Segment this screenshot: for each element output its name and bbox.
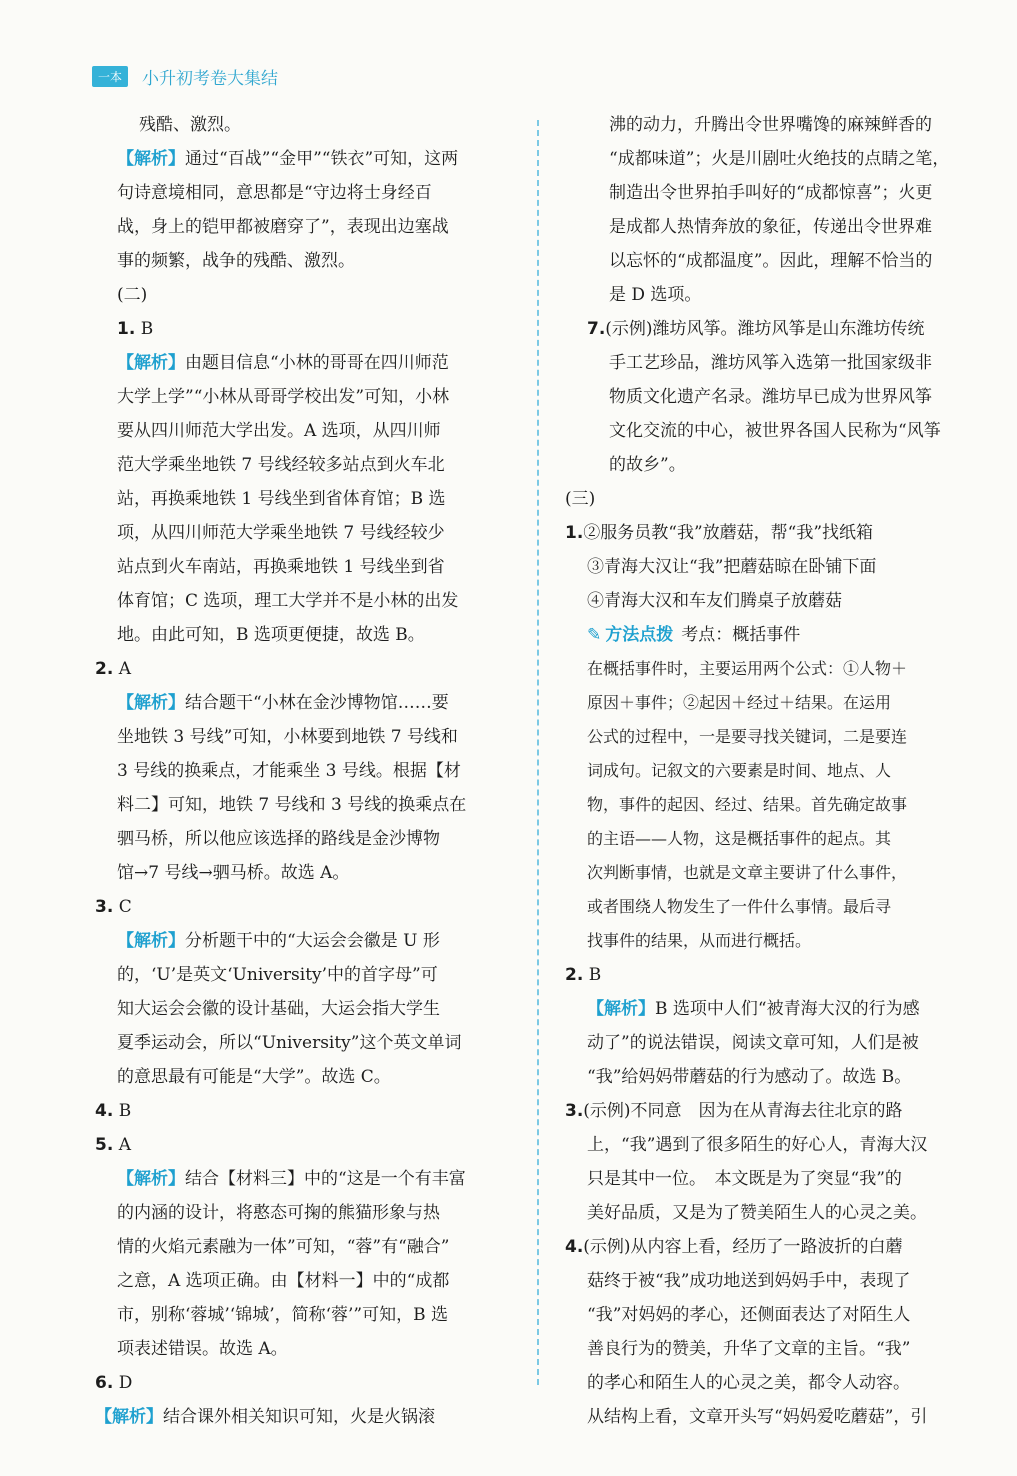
text-line [565, 652, 985, 686]
line-text: ②服务员教“我”放蘑菇，帮“我”找纸箱 [583, 523, 874, 543]
text-line [565, 108, 985, 142]
question-number: 4. [565, 1237, 584, 1257]
line-text: B [135, 319, 154, 339]
line-text: 的孝心和陌生人的心灵之美，都令人动容。 [587, 1373, 910, 1393]
text-line [565, 584, 985, 618]
text-line [95, 1094, 525, 1128]
line-text: 美好品质，又是为了赞美陌生人的心灵之美。 [587, 1203, 927, 1223]
line-text: 找事件的结果，从而进行概括。 [587, 931, 812, 950]
line-text: (示例)从内容上看，经历了一路波折的白蘑 [583, 1237, 903, 1257]
question-number: 6. [95, 1373, 114, 1393]
text-line [95, 1128, 525, 1162]
text-line [565, 992, 985, 1026]
line-text: 站，再换乘地铁 1 号线坐到省体育馆；B 选 [117, 489, 446, 509]
line-text: 的内涵的设计，将憨态可掬的熊猫形象与热 [117, 1203, 440, 1223]
line-text: 沸的动力，升腾出令世界嘴馋的麻辣鲜香的 [609, 115, 932, 135]
text-line [565, 1298, 985, 1332]
text-line [565, 618, 985, 652]
line-text: 地。由此可知，B 选项更便捷，故选 B。 [117, 625, 425, 645]
line-text: C [113, 897, 132, 917]
text-line [95, 210, 525, 244]
line-text: 考点：概括事件 [681, 625, 801, 645]
text-line [565, 1060, 985, 1094]
right-column [565, 108, 985, 1434]
text-line [95, 312, 525, 346]
line-text: 公式的过程中，一是要寻找关键词，二是要连 [587, 727, 908, 746]
text-line [95, 108, 525, 142]
text-line [565, 142, 985, 176]
text-line [95, 754, 525, 788]
text-line [95, 1230, 525, 1264]
line-text: 馆→7 号线→驷马桥。故选 A。 [117, 863, 350, 883]
line-text: 分析题干中的“大运会会徽是 U 形 [185, 931, 440, 951]
line-text: 是 D 选项。 [609, 285, 702, 305]
line-text: 或者围绕人物发生了一件什么事情。最后寻 [587, 897, 892, 916]
line-text: 站点到火车南站，再换乘地铁 1 号线坐到省 [117, 557, 445, 577]
line-text: 上，“我”遇到了很多陌生的好心人，青海大汉 [587, 1135, 928, 1155]
analysis-tag: 【解析】 [117, 149, 185, 169]
text-line [565, 1162, 985, 1196]
text-line [565, 244, 985, 278]
text-line [95, 244, 525, 278]
text-line [565, 1094, 985, 1128]
text-line [565, 346, 985, 380]
page-header [92, 62, 278, 90]
line-text: 驷马桥，所以他应该选择的路线是金沙博物 [117, 829, 440, 849]
line-text: 原因＋事件；②起因＋经过＋结果。在运用 [587, 693, 892, 712]
text-line [565, 1264, 985, 1298]
text-line [565, 822, 985, 856]
text-line [565, 210, 985, 244]
line-text: A [113, 1135, 131, 1155]
text-line [95, 1196, 525, 1230]
text-line [95, 1264, 525, 1298]
column-divider [537, 120, 539, 1385]
question-number: 1. [117, 319, 136, 339]
text-line [95, 1366, 525, 1400]
line-text: 项表述错误。故选 A。 [117, 1339, 288, 1359]
question-number: 2. [565, 965, 584, 985]
text-line [565, 550, 985, 584]
line-text: (二) [117, 285, 148, 305]
line-text: D [113, 1373, 133, 1393]
line-text: 项，从四川师范大学乘坐地铁 7 号线经较少 [117, 523, 445, 543]
line-text: 的，‘U’是英文‘University’中的首字母”可 [117, 965, 438, 985]
line-text: 物质文化遗产名录。潍坊早已成为世界风筝 [609, 387, 932, 407]
line-text: (示例)潍坊风筝。潍坊风筝是山东潍坊传统 [605, 319, 925, 339]
text-line [95, 278, 525, 312]
line-text: 知大运会会徽的设计基础，大运会指大学生 [117, 999, 440, 1019]
text-line [565, 1196, 985, 1230]
question-number: 3. [95, 897, 114, 917]
text-line [565, 1128, 985, 1162]
line-text: 只是其中一位。 本文既是为了突显“我”的 [587, 1169, 902, 1189]
text-line [95, 958, 525, 992]
pencil-icon: ✎ [587, 625, 602, 645]
text-line [565, 1366, 985, 1400]
text-line [95, 448, 525, 482]
text-line [565, 1400, 985, 1434]
line-text: 结合【材料三】中的“这是一个有丰富 [185, 1169, 466, 1189]
line-text: 次判断事情，也就是文章主要讲了什么事件， [587, 863, 908, 882]
line-text: 料二】可知，地铁 7 号线和 3 号线的换乘点在 [117, 795, 467, 815]
question-number: 3. [565, 1101, 584, 1121]
line-text: 范大学乘坐地铁 7 号线经较多站点到火车北 [117, 455, 445, 475]
line-text: 从结构上看，文章开头写“妈妈爱吃蘑菇”，引 [587, 1407, 928, 1427]
analysis-tag: 【解析】 [117, 1169, 185, 1189]
line-text: 以忘怀的“成都温度”。因此，理解不恰当的 [609, 251, 933, 271]
question-number: 1. [565, 523, 584, 543]
question-number: 4. [95, 1101, 114, 1121]
line-text: 词成句。记叙文的六要素是时间、地点、人 [587, 761, 892, 780]
text-line [95, 1060, 525, 1094]
line-text: 之意，A 选项正确。由【材料一】中的“成都 [117, 1271, 450, 1291]
question-number: 7. [587, 319, 606, 339]
line-text: 在概括事件时，主要运用两个公式：①人物＋ [587, 659, 908, 678]
line-text: “成都味道”；火是川剧吐火绝技的点睛之笔， [609, 149, 950, 169]
line-text: 文化交流的中心，被世界各国人民称为“风筝 [609, 421, 941, 441]
line-text: 由题目信息“小林的哥哥在四川师范 [185, 353, 449, 373]
text-line [95, 924, 525, 958]
line-text: 是成都人热情奔放的象征，传递出令世界难 [609, 217, 932, 237]
text-line [565, 720, 985, 754]
line-text: 战，身上的铠甲都被磨穿了”，表现出边塞战 [117, 217, 449, 237]
line-text: 残酷、激烈。 [139, 115, 241, 135]
text-line [565, 1026, 985, 1060]
line-text: 手工艺珍品，潍坊风筝入选第一批国家级非 [609, 353, 932, 373]
line-text: 句诗意境相同，意思都是“守边将士身经百 [117, 183, 432, 203]
line-text: 的意思最有可能是“大学”。故选 C。 [117, 1067, 391, 1087]
line-text: 坐地铁 3 号线”可知，小林要到地铁 7 号线和 [117, 727, 458, 747]
text-line [95, 414, 525, 448]
line-text: 3 号线的换乘点，才能乘坐 3 号线。根据【材 [117, 761, 461, 781]
text-line [565, 924, 985, 958]
text-line [565, 380, 985, 414]
line-text: ③青海大汉让“我”把蘑菇晾在卧铺下面 [587, 557, 877, 577]
line-text: B [113, 1101, 132, 1121]
line-text: 结合课外相关知识可知，火是火锅滚 [163, 1407, 435, 1427]
analysis-tag: 【解析】 [117, 693, 185, 713]
line-text: 结合题干“小林在金沙博物馆……要 [185, 693, 449, 713]
text-line [565, 686, 985, 720]
text-line [95, 380, 525, 414]
text-line [565, 890, 985, 924]
analysis-tag: 【解析】 [587, 999, 655, 1019]
text-line [565, 1332, 985, 1366]
question-number: 2. [95, 659, 114, 679]
line-text: 要从四川师范大学出发。A 选项，从四川师 [117, 421, 441, 441]
line-text: 的主语——人物，这是概括事件的起点。其 [587, 829, 892, 848]
text-line [95, 1026, 525, 1060]
line-text: (三) [565, 489, 596, 509]
text-line [565, 414, 985, 448]
text-line [95, 584, 525, 618]
line-text: (示例)不同意 因为在从青海去往北京的路 [583, 1101, 903, 1121]
analysis-tag: 【解析】 [117, 931, 185, 951]
text-line [95, 720, 525, 754]
text-line [95, 346, 525, 380]
text-line [95, 652, 525, 686]
line-text: 制造出令世界拍手叫好的“成都惊喜”；火更 [609, 183, 933, 203]
text-line [565, 278, 985, 312]
text-line [95, 992, 525, 1026]
line-text: 市，别称‘蓉城’‘锦城’，简称‘蓉’”可知，B 选 [117, 1305, 449, 1325]
text-line [95, 1298, 525, 1332]
line-text: B [583, 965, 602, 985]
book-title: 小升初考卷大集结 [142, 68, 279, 89]
text-line [95, 890, 525, 924]
line-text: 事的频繁，战争的残酷、激烈。 [117, 251, 355, 271]
method-tip-label: 方法点拨 [605, 625, 674, 645]
text-line [565, 1230, 985, 1264]
text-line [95, 516, 525, 550]
text-line [95, 822, 525, 856]
text-line [565, 312, 985, 346]
text-line [565, 754, 985, 788]
analysis-tag: 【解析】 [117, 353, 185, 373]
line-text: 大学上学”“小林从哥哥学校出发”可知，小林 [117, 387, 450, 407]
text-line [95, 1400, 525, 1434]
line-text: ④青海大汉和车友们腾桌子放蘑菇 [587, 591, 842, 611]
line-text: “我”对妈妈的孝心，还侧面表达了对陌生人 [587, 1305, 911, 1325]
line-text: 善良行为的赞美，升华了文章的主旨。“我” [587, 1339, 911, 1359]
line-text: 菇终于被“我”成功地送到妈妈手中，表现了 [587, 1271, 911, 1291]
text-line [95, 482, 525, 516]
text-line [565, 788, 985, 822]
text-line [95, 788, 525, 822]
line-text: 动了”的说法错误，阅读文章可知，人们是被 [587, 1033, 919, 1053]
line-text: 的故乡”。 [609, 455, 686, 475]
text-line [565, 958, 985, 992]
text-line [95, 686, 525, 720]
text-line [565, 176, 985, 210]
text-line [565, 516, 985, 550]
line-text: 夏季运动会，所以“University”这个英文单词 [117, 1033, 462, 1053]
text-line [95, 176, 525, 210]
line-text: B 选项中人们“被青海大汉的行为感 [655, 999, 920, 1019]
text-line [95, 856, 525, 890]
text-line [565, 482, 985, 516]
question-number: 5. [95, 1135, 114, 1155]
text-line [95, 550, 525, 584]
analysis-tag: 【解析】 [95, 1407, 163, 1427]
text-line [565, 448, 985, 482]
left-column [95, 108, 525, 1434]
line-text: 通过“百战”“金甲”“铁衣”可知，这两 [185, 149, 459, 169]
text-line [95, 1162, 525, 1196]
text-line [95, 142, 525, 176]
line-text: 体育馆；C 选项，理工大学并不是小林的出发 [117, 591, 459, 611]
text-line [565, 856, 985, 890]
line-text: “我”给妈妈带蘑菇的行为感动了。故选 B。 [587, 1067, 912, 1087]
text-line [95, 618, 525, 652]
line-text: A [113, 659, 131, 679]
brand-logo: 一本 [92, 66, 128, 87]
text-line [95, 1332, 525, 1366]
line-text: 物，事件的起因、经过、结果。首先确定故事 [587, 795, 908, 814]
line-text: 情的火焰元素融为一体”可知，“蓉”有“融合” [117, 1237, 450, 1257]
